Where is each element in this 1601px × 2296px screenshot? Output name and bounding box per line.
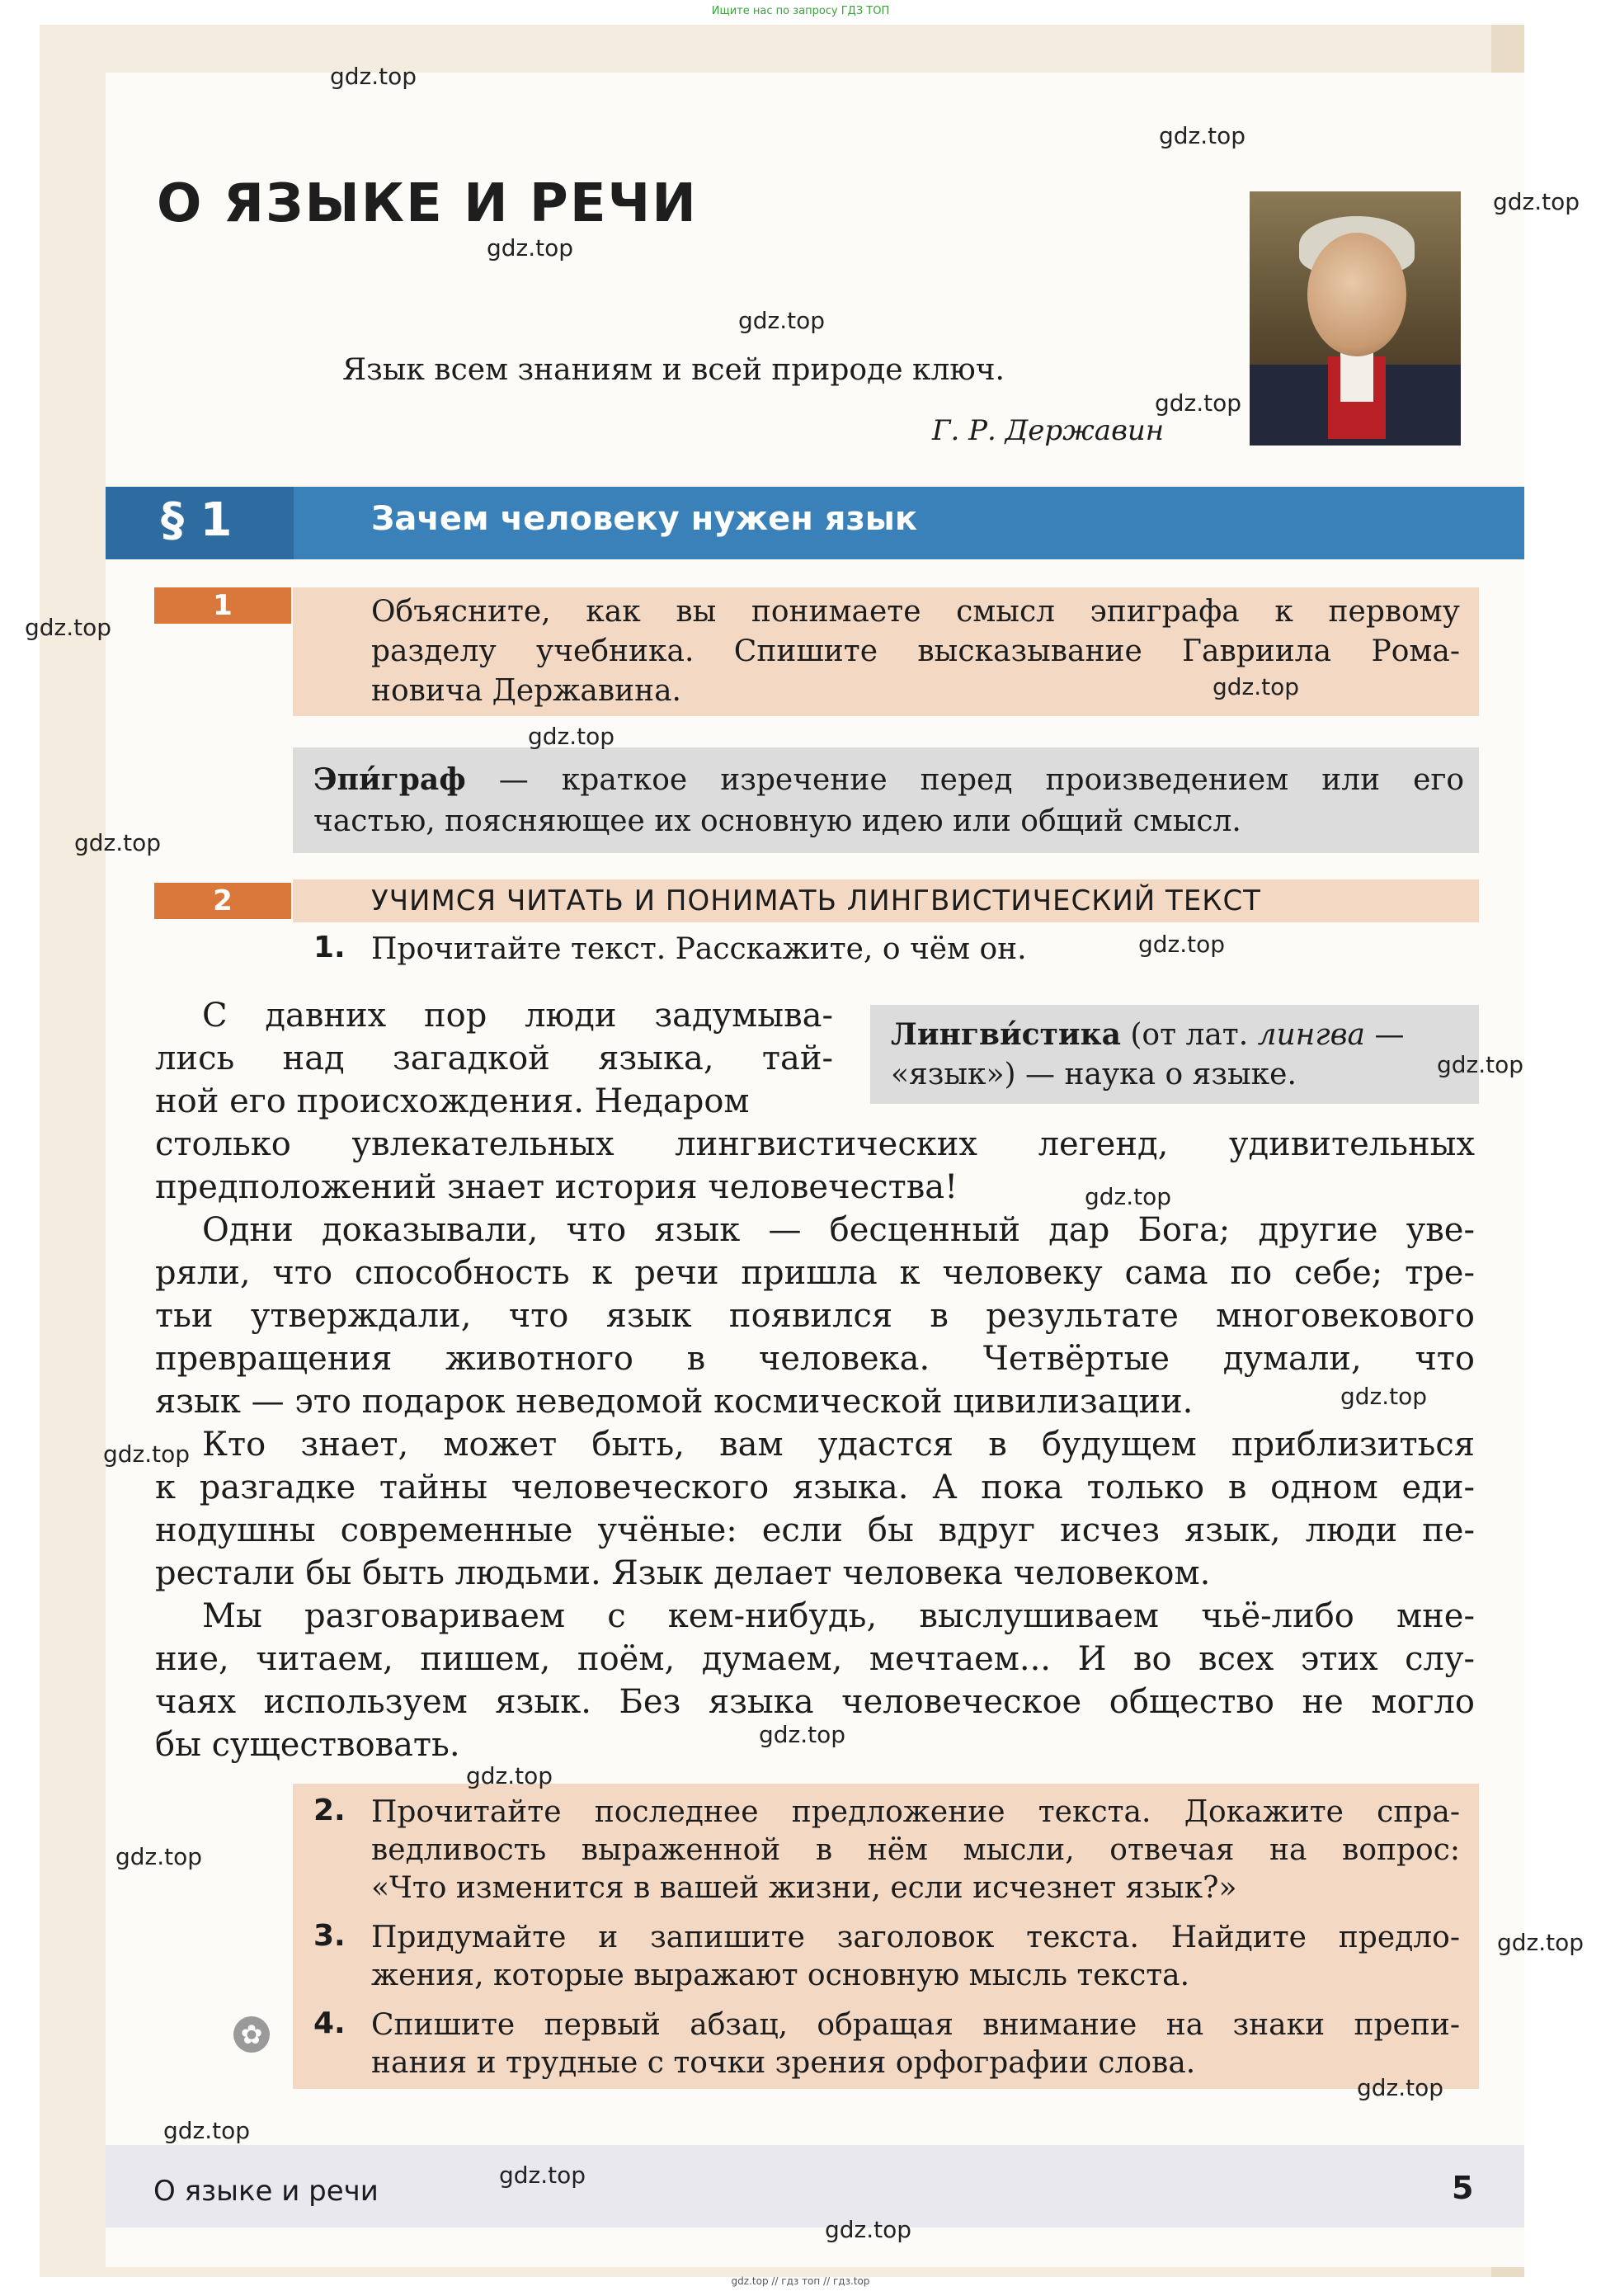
epigraph-author: Г. Р. Державин <box>932 414 1165 447</box>
watermark: gdz.top <box>1340 1383 1428 1410</box>
top-banner: Ищите нас по запросу ГДЗ ТОП <box>711 5 890 17</box>
watermark: gdz.top <box>1357 2074 1444 2101</box>
section-title: Зачем человеку нужен язык <box>371 500 918 538</box>
watermark: gdz.top <box>528 723 615 750</box>
chapter-title: О ЯЗЫКЕ И РЕЧИ <box>157 173 698 234</box>
text-line: нодушны современные учёные: если бы вдруг исчез язык, люди пе- <box>155 1511 1475 1549</box>
watermark: gdz.top <box>1159 122 1246 149</box>
watermark: gdz.top <box>1493 188 1580 215</box>
bottom-banner: gdz.top // гдз топ // гдз.top <box>731 2275 870 2287</box>
linguistics-latin: лингва <box>1257 1018 1366 1052</box>
text-line: ние, читаем, пишем, поём, думаем, мечтаем... И во всех этих слу- <box>155 1640 1475 1678</box>
text-line: к разгадке тайны человеческого языка. А пока только в одном еди- <box>155 1469 1475 1506</box>
watermark: gdz.top <box>825 2216 912 2243</box>
derzhavin-portrait <box>1250 191 1461 446</box>
exercise-1-line: новича Державина. <box>371 674 681 708</box>
text-line: тьи утверждали, что язык появился в результате многовекового <box>155 1297 1475 1335</box>
text-line: предположений знает история человечества! <box>155 1168 958 1206</box>
watermark: gdz.top <box>466 1762 553 1789</box>
watermark: gdz.top <box>115 1843 203 1870</box>
watermark: gdz.top <box>1497 1929 1585 1956</box>
task-2-line: «Что изменится в вашей жизни, если исчезнет язык?» <box>371 1871 1237 1905</box>
text-line: Одни доказывали, что язык — бесценный дар Бога; другие уве- <box>202 1211 1475 1249</box>
text-line: ряли, что способность к речи пришла к человеку сама по себе; тре- <box>155 1254 1475 1292</box>
watermark: gdz.top <box>163 2117 251 2144</box>
text-line: лись над загадкой языка, тай- <box>155 1040 833 1077</box>
watermark: gdz.top <box>487 234 574 262</box>
watermark: gdz.top <box>759 1721 846 1748</box>
watermark: gdz.top <box>1085 1183 1172 1210</box>
watermark: gdz.top <box>499 2162 586 2189</box>
task-1-text: Прочитайте текст. Расскажите, о чём он. <box>371 932 1027 966</box>
text-line: ной его происхождения. Недаром <box>155 1082 750 1120</box>
section-number: § 1 <box>161 493 233 547</box>
exercise-1-line: Объясните, как вы понимаете смысл эпиграфа к первому <box>371 595 1460 629</box>
task-4-number: 4. <box>313 2006 346 2040</box>
definition-text <box>313 759 1464 842</box>
task-4-line: нания и трудные с точки зрения орфографии слова. <box>371 2046 1196 2080</box>
text-line: столько увлекательных лингвистических легенд, удивительных <box>155 1125 1475 1163</box>
watermark: gdz.top <box>25 614 112 641</box>
exercise-1-badge: 1 <box>154 587 291 624</box>
watermark: gdz.top <box>74 829 162 856</box>
text-line: рестали бы быть людьми. Язык делает человека человеком. <box>155 1554 1211 1592</box>
epigraph-quote: Язык всем знаниям и всей природе ключ. <box>342 353 1005 387</box>
watermark: gdz.top <box>738 307 826 334</box>
task-3-line: жения, которые выражают основную мысль текста. <box>371 1959 1190 1992</box>
watermark: gdz.top <box>1213 673 1300 700</box>
linguistics-text: — <box>1365 1018 1405 1052</box>
text-line: С давних пор люди задумыва- <box>202 997 833 1035</box>
watermark: gdz.top <box>1138 931 1226 958</box>
text-line: Мы разговариваем с кем-нибудь, выслушиваем чьё-либо мне- <box>202 1597 1475 1635</box>
task-2-number: 2. <box>313 1794 346 1827</box>
watermark: gdz.top <box>103 1440 191 1468</box>
exercise-2-heading: УЧИМСЯ ЧИТАТЬ И ПОНИМАТЬ ЛИНГВИСТИЧЕСКИЙ ТЕКСТ <box>371 884 1261 917</box>
watermark: gdz.top <box>1437 1051 1524 1078</box>
linguistics-line-2: «язык») — наука о языке. <box>891 1058 1297 1091</box>
task-3-line: Придумайте и запишите заголовок текста. Найдите предло- <box>371 1921 1460 1954</box>
watermark: gdz.top <box>1155 389 1242 417</box>
linguistics-term: Лингви́стика <box>891 1017 1121 1052</box>
linguistics-note <box>891 1015 1468 1095</box>
task-1-number: 1. <box>313 931 346 964</box>
linguistics-text: (от лат. <box>1120 1018 1258 1052</box>
text-line: бы существовать. <box>155 1726 460 1764</box>
task-2-line: Прочитайте последнее предложение текста. Докажите спра- <box>371 1795 1460 1829</box>
exercise-1-line: разделу учебника. Спишите высказывание Гавриила Рома- <box>371 634 1460 668</box>
definition-line: — краткое изречение перед произведением или его <box>465 763 1464 797</box>
definition-line: частью, поясняющее их основную идею или общий смысл. <box>313 804 1241 838</box>
exercise-2-badge: 2 <box>154 883 291 919</box>
task-4-line: Спишите первый абзац, обращая внимание на знаки препи- <box>371 2008 1460 2042</box>
watermark: gdz.top <box>330 63 417 90</box>
task-2-line: ведливость выраженной в нём мысли, отвечая на вопрос: <box>371 1833 1460 1867</box>
definition-term: Эпи́граф <box>313 762 466 797</box>
page-number: 5 <box>1452 2170 1474 2206</box>
text-line: превращения животного в человека. Четвёртые думали, что <box>155 1340 1475 1378</box>
footer-title: О языке и речи <box>153 2175 379 2208</box>
text-line: Кто знает, может быть, вам удастся в будущем приблизиться <box>202 1426 1475 1464</box>
task-3-number: 3. <box>313 1919 346 1953</box>
flower-icon: ✿ <box>233 2016 270 2053</box>
text-line: чаях используем язык. Без языка человеческое общество не могло <box>155 1683 1475 1721</box>
text-line: язык — это подарок неведомой космической цивилизации. <box>155 1383 1194 1421</box>
